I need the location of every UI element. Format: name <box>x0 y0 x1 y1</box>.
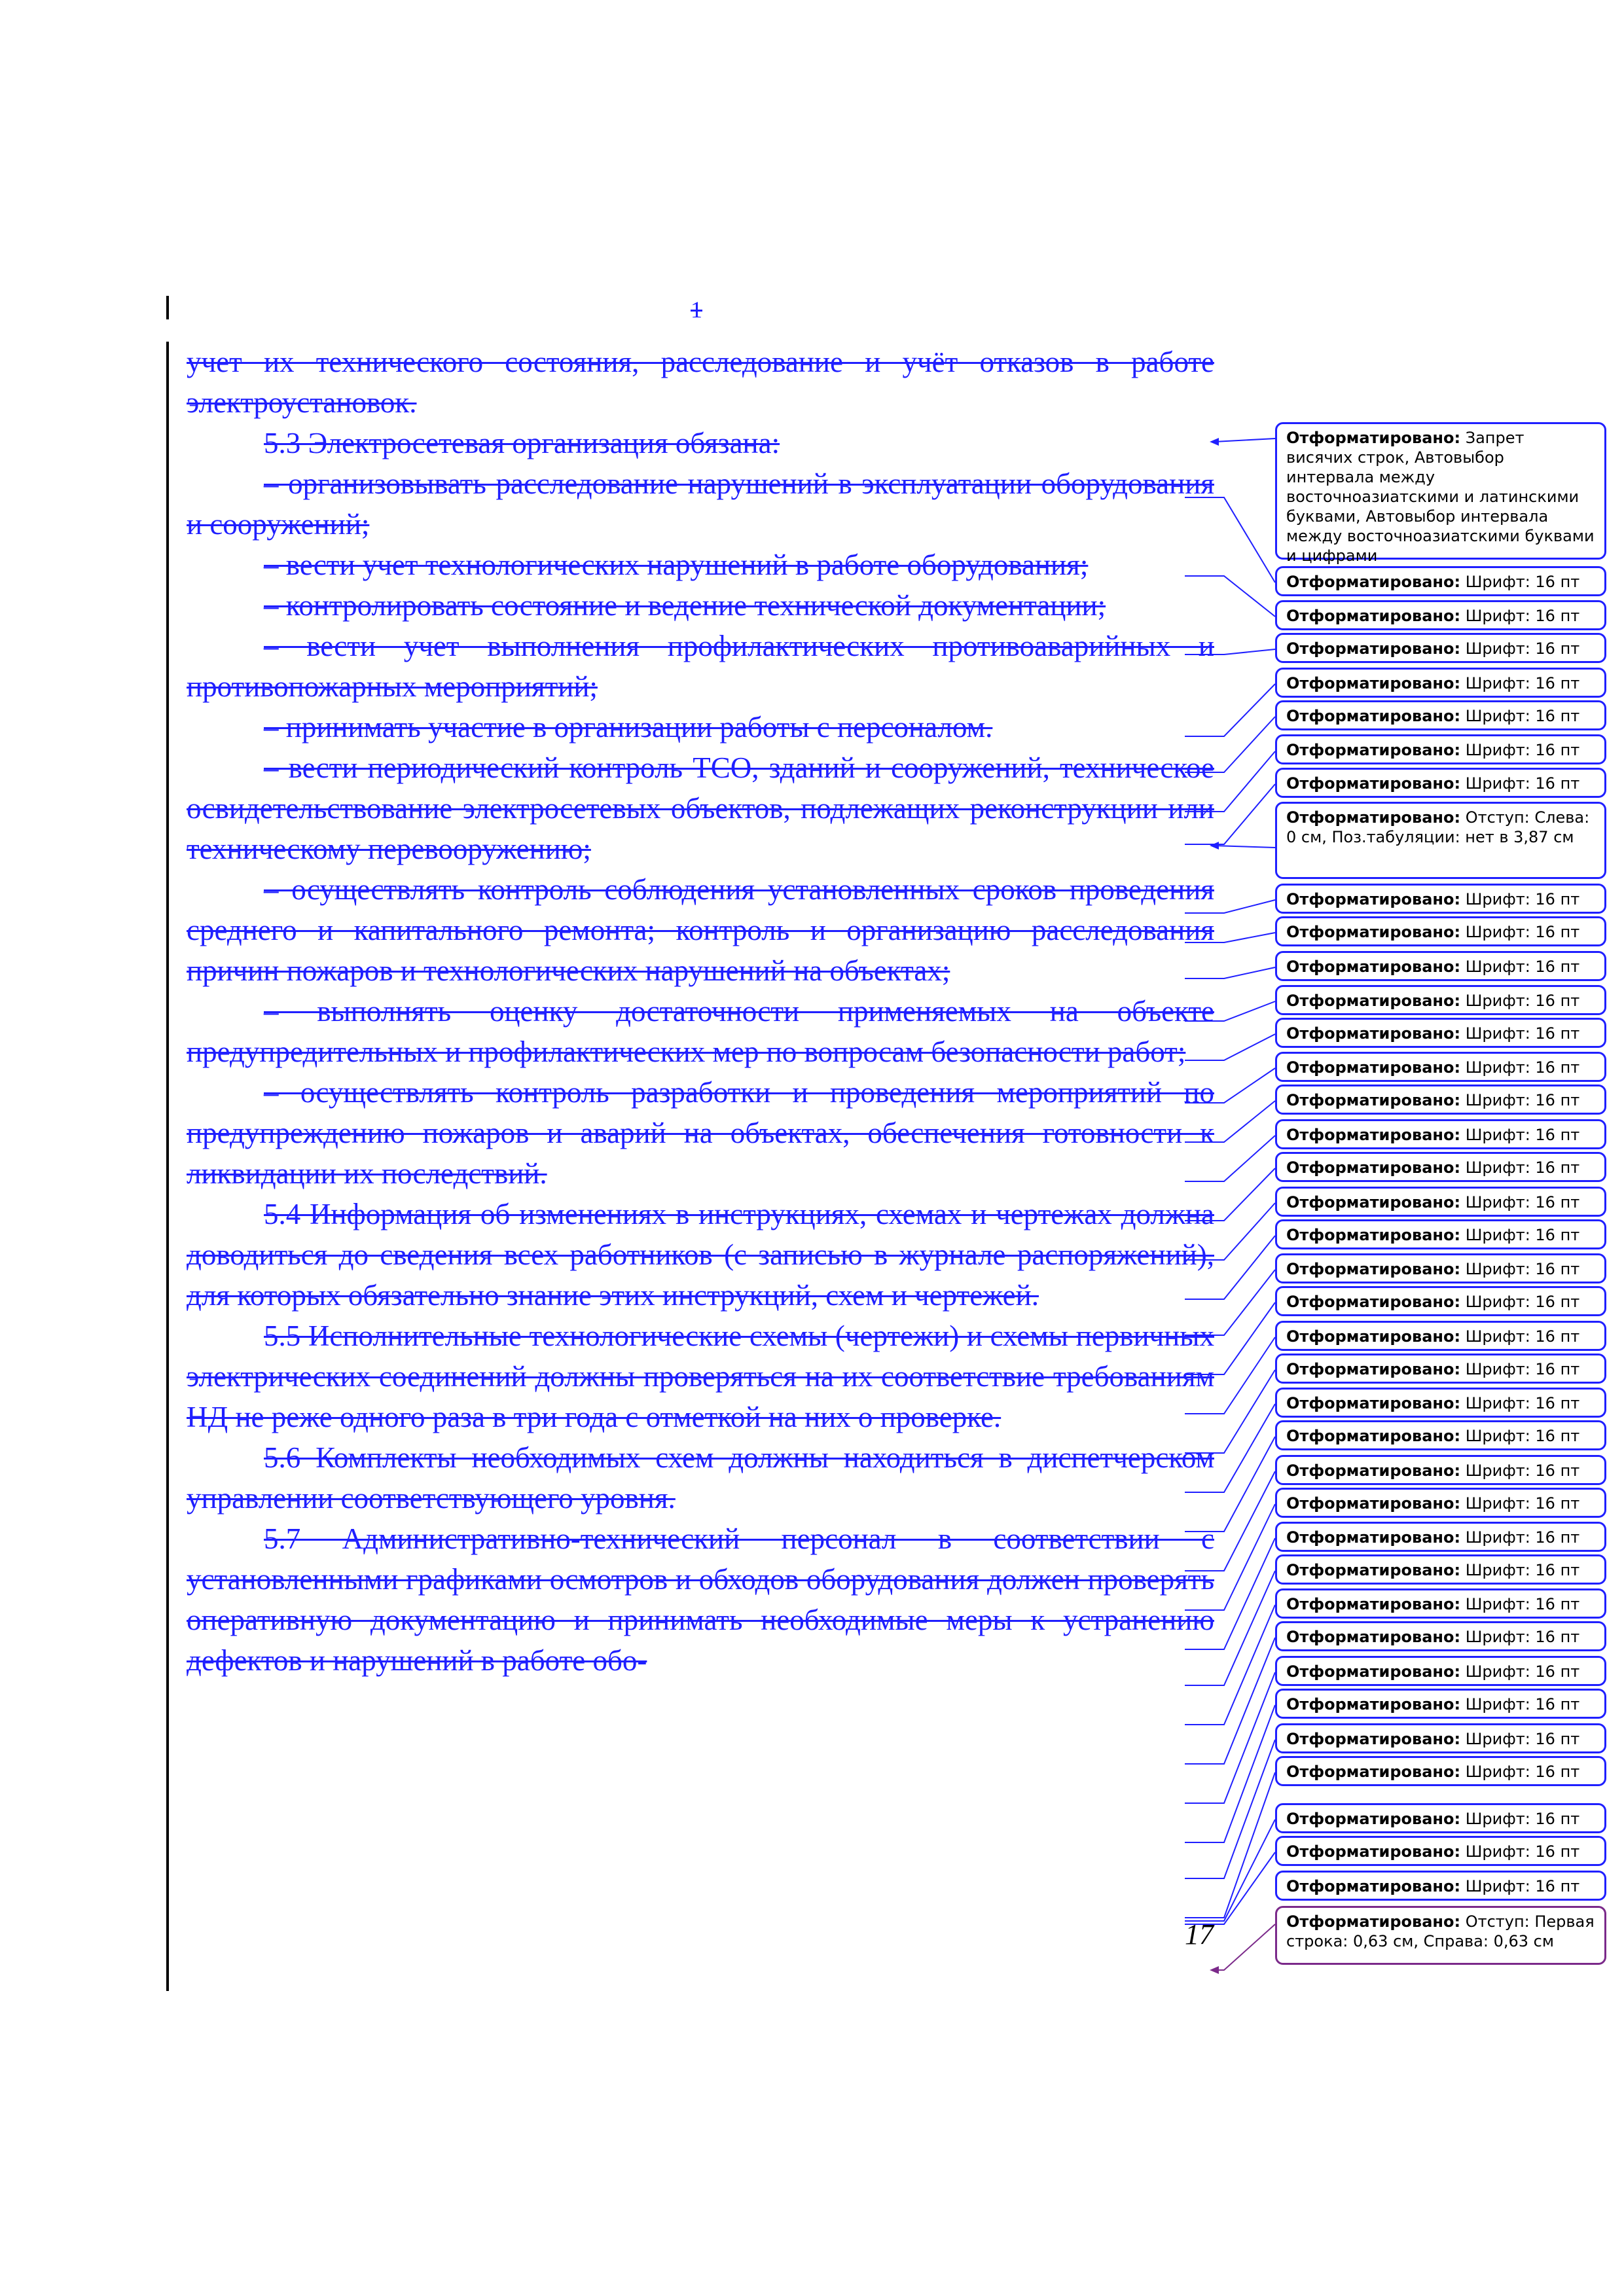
comment-balloon[interactable]: Отформатировано: Шрифт: 16 пт <box>1275 1187 1606 1217</box>
comment-balloon[interactable]: Отформатировано: Шрифт: 16 пт <box>1275 1756 1606 1786</box>
comment-balloon[interactable]: Отформатировано: Шрифт: 16 пт <box>1275 668 1606 698</box>
comment-balloon[interactable]: Отформатировано: Шрифт: 16 пт <box>1275 1656 1606 1686</box>
list-item: – вести учет технологических нарушений в работе оборудования; <box>264 548 1089 581</box>
paragraph: учет их технического состояния, расследование и учёт отказов в работе электроустановок. <box>187 346 1214 419</box>
comment-balloon[interactable]: Отформатировано: Шрифт: 16 пт <box>1275 1253 1606 1283</box>
paragraph-5-3: 5.3 Электросетевая организация обязана: <box>264 427 780 459</box>
comment-balloon[interactable]: Отформатировано: Шрифт: 16 пт <box>1275 768 1606 798</box>
comment-balloon[interactable]: Отформатировано: Шрифт: 16 пт <box>1275 1152 1606 1182</box>
comment-balloon[interactable]: Отформатировано: Шрифт: 16 пт <box>1275 700 1606 730</box>
comment-balloon[interactable]: Отформатировано: Шрифт: 16 пт <box>1275 1621 1606 1651</box>
list-item: – осуществлять контроль соблюдения установленных сроков проведения среднего и капитального ремонта; контроль и организацию расследования причин пожаров и технологических нарушений на объектах; <box>187 873 1214 987</box>
comment-balloon[interactable]: Отформатировано: Шрифт: 16 пт <box>1275 1354 1606 1384</box>
comment-balloon[interactable]: Отформатировано: Шрифт: 16 пт <box>1275 1588 1606 1619</box>
paragraph-5-7: 5.7 Административно-технический персонал в соответствии с установленными графиками осмотров и обходов оборудования должен проверять оперативную документацию и принимать необходимые меры к устранению дефектов и нарушений в работе обо- <box>187 1522 1214 1677</box>
comment-balloon[interactable]: Отформатировано: Шрифт: 16 пт <box>1275 600 1606 630</box>
list-item: – организовывать расследование нарушений в эксплуатации оборудования и сооружений; <box>187 467 1214 541</box>
comment-balloon[interactable]: Отформатировано: Шрифт: 16 пт <box>1275 1018 1606 1048</box>
comment-balloon[interactable]: Отформатировано: Отступ: Слева: 0 см, Поз.табуляции: нет в 3,87 см <box>1275 802 1606 879</box>
comment-balloon[interactable]: Отформатировано: Шрифт: 16 пт <box>1275 1554 1606 1585</box>
comment-balloon[interactable]: Отформатировано: Шрифт: 16 пт <box>1275 1836 1606 1866</box>
comment-balloon[interactable]: Отформатировано: Шрифт: 16 пт <box>1275 884 1606 914</box>
comment-balloon[interactable]: Отформатировано: Отступ: Первая строка: 0,63 см, Справа: 0,63 см <box>1275 1906 1606 1965</box>
comment-balloon[interactable]: Отформатировано: Шрифт: 16 пт <box>1275 1219 1606 1249</box>
comment-balloon[interactable]: Отформатировано: Запрет висячих строк, Автовыбор интервала между восточноазиатскими и латинскими буквами, Автовыбор интервала между восточноазиатскими буквами и цифрами <box>1275 422 1606 560</box>
list-item: – контролировать состояние и ведение технической документации; <box>264 589 1106 622</box>
comment-balloon[interactable]: Отформатировано: Шрифт: 16 пт <box>1275 1286 1606 1316</box>
list-item: – осуществлять контроль разработки и проведения мероприятий по предупреждению пожаров и аварий на объектах, обеспечения готовности к ликвидации их последствий. <box>187 1076 1214 1190</box>
comment-balloon[interactable]: Отформатировано: Шрифт: 16 пт <box>1275 566 1606 596</box>
paragraph-5-6: 5.6 Комплекты необходимых схем должны находиться в диспетчерском управлении соответствующего уровня. <box>187 1441 1214 1515</box>
comment-balloon[interactable]: Отформатировано: Шрифт: 16 пт <box>1275 1522 1606 1552</box>
list-item: – выполнять оценку достаточности применяемых на объекте предупредительных и профилактических мер по вопросам безопасности работ; <box>187 995 1214 1068</box>
comment-balloon[interactable]: Отформатировано: Шрифт: 16 пт <box>1275 1723 1606 1753</box>
list-item: – вести учет выполнения профилактических противоаварийных и противопожарных мероприятий; <box>187 630 1214 703</box>
comment-balloon[interactable]: Отформатировано: Шрифт: 16 пт <box>1275 1321 1606 1351</box>
comment-balloon[interactable]: Отформатировано: Шрифт: 16 пт <box>1275 1119 1606 1149</box>
page-number: 17 <box>1185 1918 1214 1950</box>
comment-balloon[interactable]: Отформатировано: Шрифт: 16 пт <box>1275 951 1606 981</box>
comment-balloon[interactable]: Отформатировано: Шрифт: 16 пт <box>1275 1455 1606 1485</box>
comment-balloon[interactable]: Отформатировано: Шрифт: 16 пт <box>1275 916 1606 946</box>
comment-balloon[interactable]: Отформатировано: Шрифт: 16 пт <box>1275 1803 1606 1833</box>
paragraph-5-4: 5.4 Информация об изменениях в инструкциях, схемах и чертежах должна доводиться до сведения всех работников (с записью в журнале распоряжений), для которых обязательно знание этих инструкций, схем и чертежей. <box>187 1198 1214 1312</box>
comment-balloon[interactable]: Отформатировано: Шрифт: 16 пт <box>1275 633 1606 663</box>
list-item: – вести периодический контроль ТСО, зданий и сооружений, техническое освидетельствование электросетевых объектов, подлежащих реконструкции или техническому перевооружению; <box>187 751 1214 865</box>
comment-balloon[interactable]: Отформатировано: Шрифт: 16 пт <box>1275 1085 1606 1115</box>
comment-balloon[interactable]: Отформатировано: Шрифт: 16 пт <box>1275 1488 1606 1518</box>
comment-balloon[interactable]: Отформатировано: Шрифт: 16 пт <box>1275 1871 1606 1901</box>
comment-balloon[interactable]: Отформатировано: Шрифт: 16 пт <box>1275 1052 1606 1082</box>
comment-balloon[interactable]: Отформатировано: Шрифт: 16 пт <box>1275 1420 1606 1450</box>
list-item: – принимать участие в организации работы с персоналом. <box>264 711 993 744</box>
paragraph-5-5: 5.5 Исполнительные технологические схемы (чертежи) и схемы первичных электрических соединений должны проверяться на их соответствие требованиям НД не реже одного раза в три года с отметкой на них о проверке. <box>187 1319 1214 1433</box>
header-mark: 1 <box>691 296 702 323</box>
comment-balloon[interactable]: Отформатировано: Шрифт: 16 пт <box>1275 1388 1606 1418</box>
comment-balloon[interactable]: Отформатировано: Шрифт: 16 пт <box>1275 1689 1606 1719</box>
comment-balloon[interactable]: Отформатировано: Шрифт: 16 пт <box>1275 734 1606 764</box>
comment-balloon[interactable]: Отформатировано: Шрифт: 16 пт <box>1275 985 1606 1015</box>
